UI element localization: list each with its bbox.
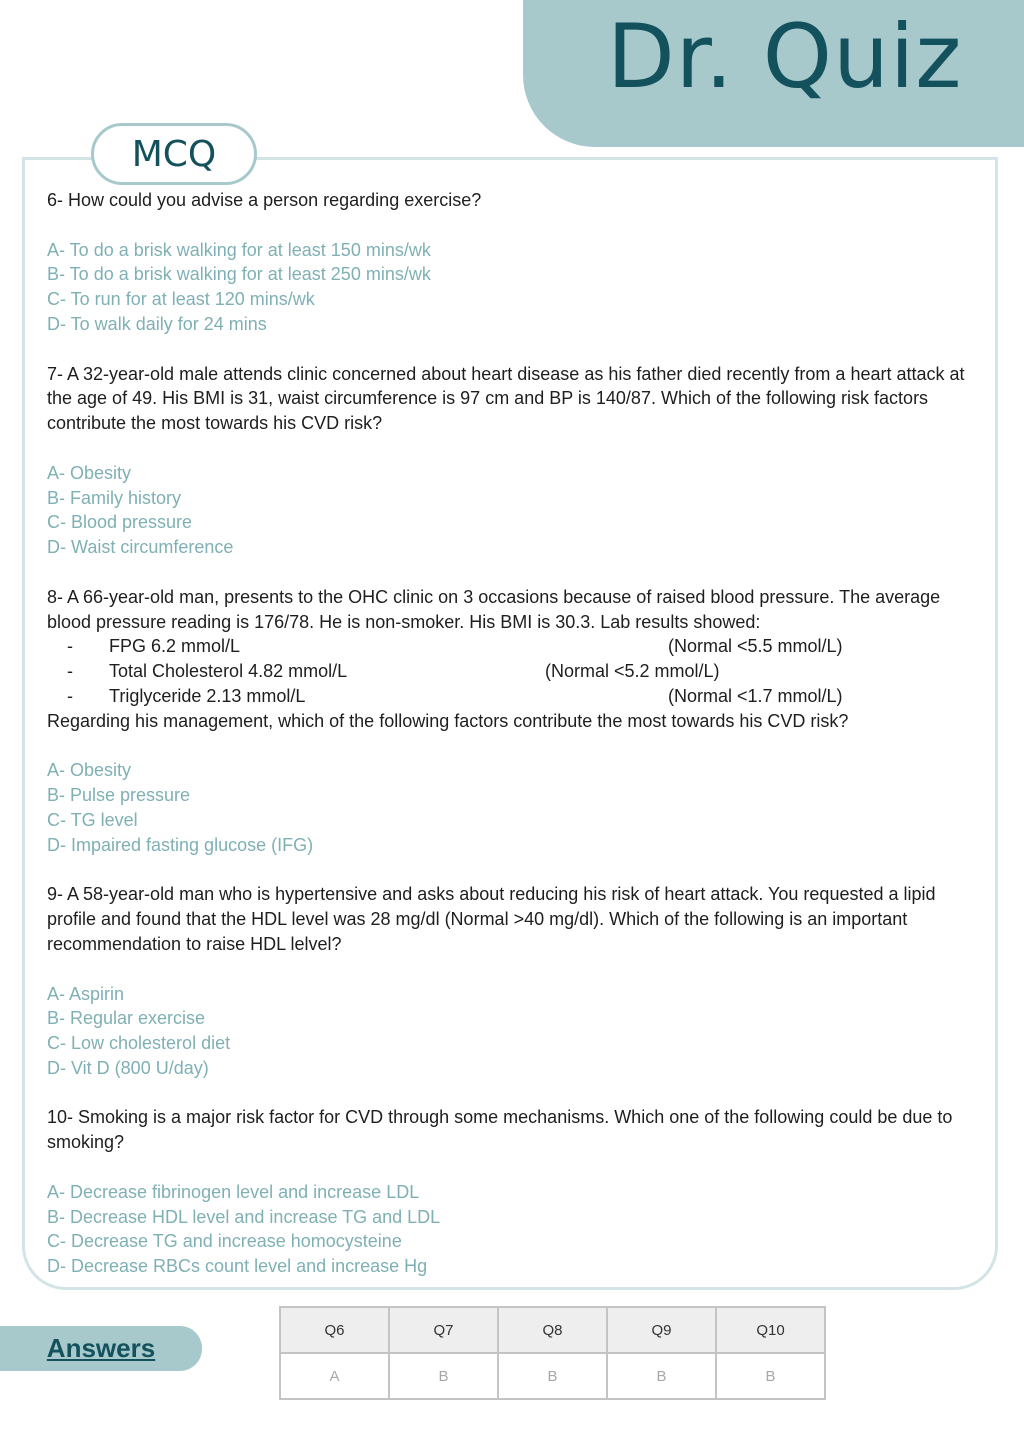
option[interactable]: C- Decrease TG and increase homocysteine <box>47 1231 402 1252</box>
option[interactable]: B- Regular exercise <box>47 1008 206 1029</box>
mcq-tab: MCQ <box>91 123 257 185</box>
question-8-text: 8- A 66-year-old man, presents to the OHC clinic on 3 occasions because of raised blood pressure. The average blood pressure reading is 176/78. He is non-smoker. His BMI is 30.3. Lab results showed: <box>47 586 941 632</box>
question-10-text: 10- Smoking is a major risk factor for CVD through some mechanisms. Which one of the following could be due to smoking? <box>47 1107 953 1153</box>
answer-header-cell: Q6 <box>280 1307 389 1353</box>
option[interactable]: A- Aspirin <box>47 983 125 1004</box>
brand-title: Dr. Quiz <box>607 5 963 108</box>
lab-row <box>47 659 967 684</box>
option[interactable]: B- Family history <box>47 487 182 508</box>
answer-value-row <box>280 1353 825 1399</box>
option[interactable]: A- Decrease fibrinogen level and increase LDL <box>47 1181 420 1202</box>
answer-table <box>279 1306 826 1400</box>
answer-header-cell: Q9 <box>607 1307 716 1353</box>
option[interactable]: C- Blood pressure <box>47 512 193 533</box>
option[interactable]: D- Waist circumference <box>47 537 234 558</box>
option[interactable]: A- To do a brisk walking for at least 150 mins/wk <box>47 239 431 260</box>
lab-bullet: - <box>67 685 73 706</box>
answer-value-cell: B <box>607 1353 716 1399</box>
lab-bullet: - <box>67 661 73 682</box>
question-7-text: 7- A 32-year-old male attends clinic concerned about heart disease as his father died recently from a heart attack at the age of 49. His BMI is 31, waist circumference is 97 cm and BP is 140/87. Which of the following risk factors contribute the most towards his CVD risk? <box>47 363 965 434</box>
lab-row <box>47 634 967 659</box>
lab-normal: (Normal <5.5 mmol/L) <box>668 636 843 657</box>
option[interactable]: D- To walk daily for 24 mins <box>47 313 267 334</box>
option[interactable]: C- To run for at least 120 mins/wk <box>47 289 315 310</box>
lab-name: Total Cholesterol 4.82 mmol/L <box>109 661 348 682</box>
option[interactable]: D- Vit D (800 U/day) <box>47 1057 209 1078</box>
question-list <box>47 188 967 1279</box>
option[interactable]: A- Obesity <box>47 462 132 483</box>
question-9-text: 9- A 58-year-old man who is hypertensive and asks about reducing his risk of heart attack. You requested a lipid profile and found that the HDL level was 28 mg/dl (Normal >40 mg/dl). Which of the following is an important recommendation to raise HDL lelvel? <box>47 884 936 954</box>
lab-bullet: - <box>67 636 73 657</box>
question-8-options <box>47 758 967 857</box>
answer-value-cell: B <box>498 1353 607 1399</box>
question-6-text: 6- How could you advise a person regarding exercise? <box>47 190 482 210</box>
answer-header-cell: Q10 <box>716 1307 825 1353</box>
question-10-options <box>47 1180 967 1279</box>
answer-value-cell: B <box>716 1353 825 1399</box>
answer-header-cell: Q7 <box>389 1307 498 1353</box>
question-9-options <box>47 982 967 1081</box>
lab-name: FPG 6.2 mmol/L <box>109 636 241 657</box>
option[interactable]: B- Pulse pressure <box>47 785 191 806</box>
lab-name: Triglyceride 2.13 mmol/L <box>109 685 306 706</box>
option[interactable]: A- Obesity <box>47 760 132 781</box>
answers-label[interactable]: Answers <box>46 1333 156 1363</box>
lab-row <box>47 684 967 709</box>
answer-value-cell: A <box>280 1353 389 1399</box>
option[interactable]: D- Decrease RBCs count level and increase Hg <box>47 1256 428 1277</box>
option[interactable]: C- Low cholesterol diet <box>47 1033 231 1054</box>
lab-results <box>47 634 967 708</box>
question-7-options <box>47 461 967 560</box>
answers-tab <box>0 1326 202 1371</box>
answer-header-row <box>280 1307 825 1353</box>
question-6-options <box>47 238 967 337</box>
answer-value-cell: B <box>389 1353 498 1399</box>
answer-header-cell: Q8 <box>498 1307 607 1353</box>
lab-normal: (Normal <5.2 mmol/L) <box>545 661 720 682</box>
option[interactable]: D- Impaired fasting glucose (IFG) <box>47 834 314 855</box>
lab-normal: (Normal <1.7 mmol/L) <box>668 685 843 706</box>
question-8-followup: Regarding his management, which of the following factors contribute the most towards his CVD risk? <box>47 710 849 731</box>
option[interactable]: B- To do a brisk walking for at least 250 mins/wk <box>47 264 431 285</box>
option[interactable]: B- Decrease HDL level and increase TG and LDL <box>47 1206 441 1227</box>
option[interactable]: C- TG level <box>47 809 138 830</box>
